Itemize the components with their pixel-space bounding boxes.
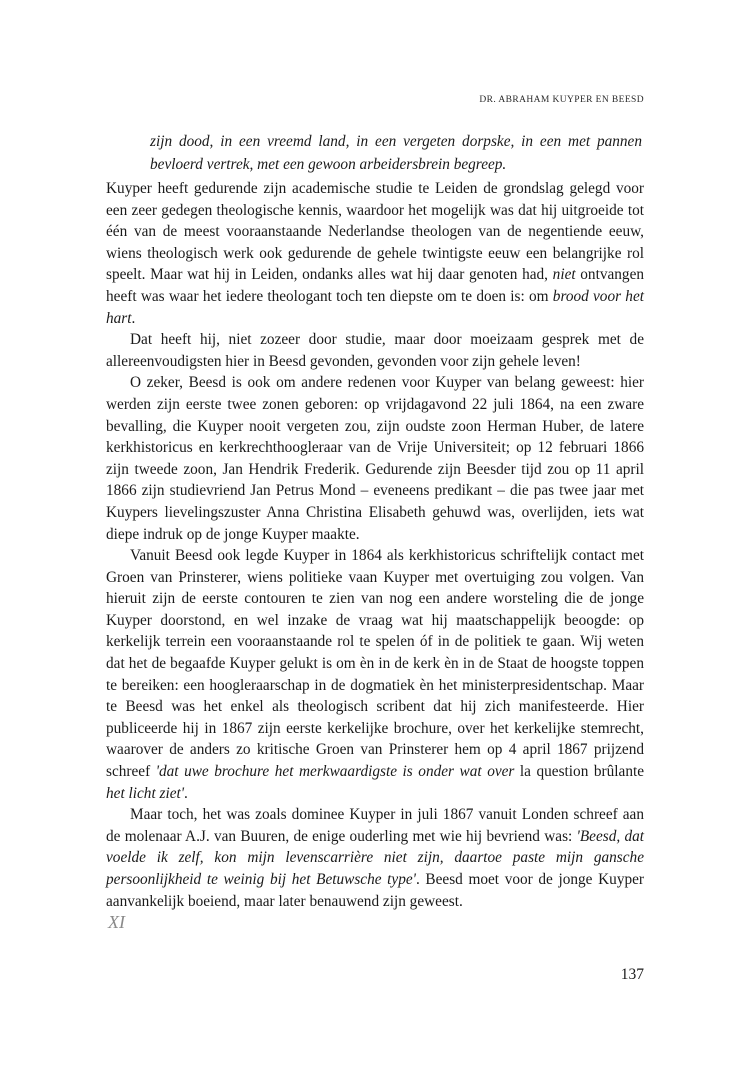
running-head: DR. ABRAHAM KUYPER EN BEESD [479,95,644,105]
paragraph-1-italic-1: niet [552,266,576,284]
paragraph-3: O zeker, Beesd is ook om andere redenen voor Kuyper van belang geweest: hier werden zijn eerste twee zonen geboren: op vrijdagavond 22 juli 1864, na een zware bevalling, die Kuyper nooit vergeten zou, zijn oudste zoon Herman Huber, de latere kerkhistoricus en kerkrechthoogleraar van de Vrije Universiteit; op 12 februari 1866 zijn tweede zoon, Jan Hendrik Frederik. Gedurende zijn Beesder tijd zou op 11 april 1866 zijn studievriend Jan Petrus Mond – eveneens predikant – die pas twee jaar met Kuypers lievelingszuster Anna Christina Elisabeth gehuwd was, overlijden, iets wat diepe indruk op de jonge Kuyper maakte. [106,374,644,543]
chapter-roman-numeral: XI [108,912,125,932]
paragraph-5-italic-1: 'Beesd, dat voelde ik zelf, kon mijn levenscarrière niet zijn, daartoe paste mijn gansche persoonlijkheid te weinig bij het Betuwsche type' [106,827,644,888]
paragraph-4-text-3: . [184,784,188,802]
paragraph-2: Dat heeft hij, niet zozeer door studie, maar door moeizaam gesprek met de allereenvoudigsten hier in Beesd gevonden, gevonden voor zijn gehele leven! [106,331,644,370]
paragraph-4-text-1: Vanuit Beesd ook legde Kuyper in 1864 als kerkhistoricus schriftelijk contact met Groen van Prinsterer, wiens politieke vaan Kuyper met overtuiging zou volgen. Van hieruit zijn de eerste contouren te zien van nog een andere worsteling die de jonge Kuyper doorstond, en wel inzake de vraag wat hij maatschappelijk beoogde: op kerkelijk terrein een vooraanstaande rol te spelen óf in de politiek te gaan. Wij weten dat het de begaafde Kuyper gelukt is om èn in de kerk èn in de Staat de hoogste toppen te bereiken: een hoogleraarschap in de dogmatiek èn het ministerpresidentschap. Maar te Beesd was het enkel als theologisch scribent dat hij zich manifesteerde. Hier publiceerde hij in 1867 zijn eerste kerkelijke brochure, over het kerkelijke stemrecht, waarover de anders zo kritische Groen van Prinsterer hem op 4 april 1867 prijzend schreef [106,547,644,781]
block-quote: zijn dood, in een vreemd land, in een vergeten dorpske, in een met pannen bevloerd vertrek, met een gewoon arbeidersbrein begreep. [150,133,642,173]
paragraph-4-italic-2: het licht ziet' [106,784,185,802]
paragraph-4 [106,545,644,804]
paragraph-5-text-2: . Beesd moet voor de jonge Kuyper aanvankelijk boeiend, maar later benauwend zijn geweest. [106,871,644,910]
page-number: 137 [620,966,644,983]
paragraph-1-text-2: ontvangen heeft was waar het iedere theologant toch ten diepste om te doen is: om [106,266,645,305]
paragraph-5 [106,804,644,912]
body-text [106,178,644,912]
paragraph-1-italic-2: brood voor het hart [106,287,644,327]
paragraph-1-text-3: . [131,309,136,327]
paragraph-5-text-1: Maar toch, het was zoals dominee Kuyper in juli 1867 vanuit Londen schreef aan de molenaar A.J. van Buuren, de enige ouderling met wie hij bevriend was: [106,806,644,845]
paragraph-1 [106,178,644,329]
paragraph-4-text-2: la question brûlante [514,763,645,781]
paragraph-4-italic-1: 'dat uwe brochure het merkwaardigste is onder wat over [155,763,515,781]
paragraph-1-text-1: Kuyper heeft gedurende zijn academische studie te Leiden de grondslag gelegd voor een zeer gedegen theologische kennis, waardoor het mogelijk was dat hij uitgroeide tot één van de meest vooraanstaande Nederlandse theologen van de negentiende eeuw, wiens theologisch werk ook gedurende de gehele twintigste eeuw een belangrijke rol speelt. Maar wat hij in Leiden, ondanks alles wat hij daar genoten had, [106,180,644,284]
